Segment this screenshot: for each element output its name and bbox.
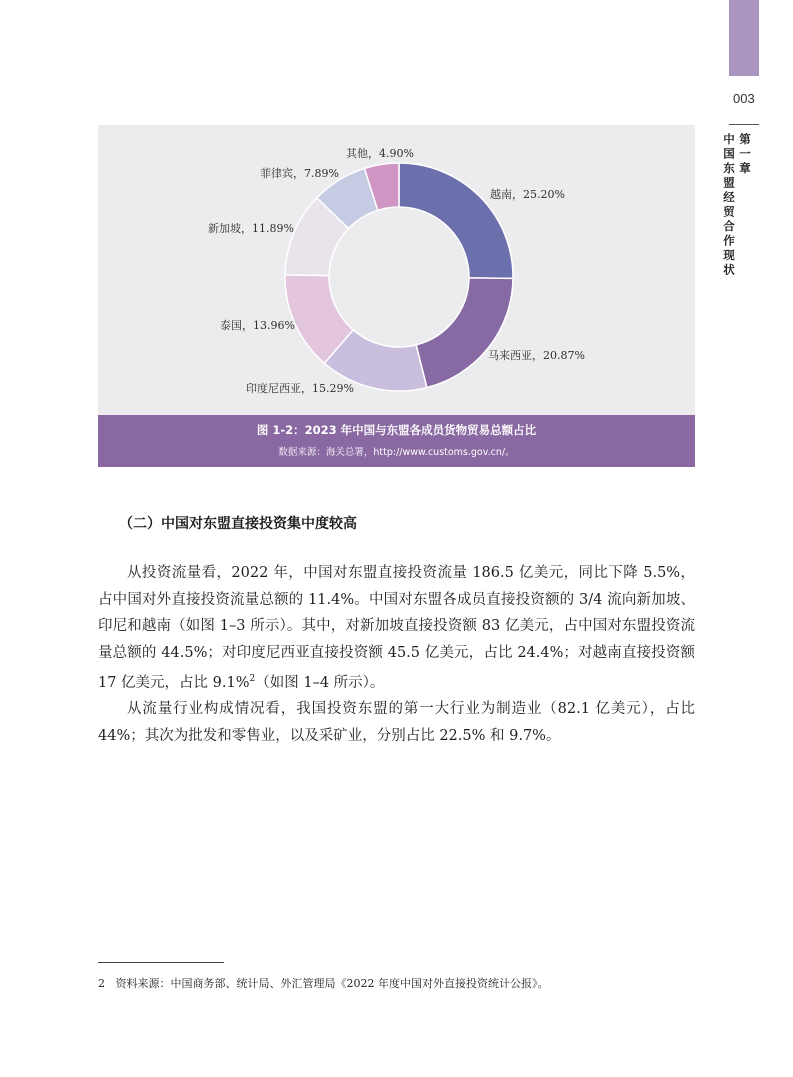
slice-label-6: 其他，4.90% <box>346 147 414 160</box>
figure-caption: 图 1-2：2023 年中国与东盟各成员货物贸易总额占比 <box>256 423 537 437</box>
footnote-divider <box>98 962 224 963</box>
footnote-text: 资料来源：中国商务部、统计局、外汇管理局《2022 年度中国对外直接投资统计公报》。 <box>115 977 549 990</box>
chapter-label: 第一章 <box>738 133 752 177</box>
slice-label-2: 印度尼西亚，15.29% <box>246 382 354 395</box>
slice-label-4: 新加坡，11.89% <box>208 222 294 235</box>
donut-slice-1 <box>416 278 513 388</box>
page-number: 003 <box>733 91 755 106</box>
side-divider <box>729 124 759 125</box>
chapter-side-label <box>722 133 753 278</box>
paragraph-2: 从流量行业构成情况看，我国投资东盟的第一大行业为制造业（82.1 亿美元），占比 44%；其次为批发和零售业，以及采矿业，分别占比 22.5% 和 9.7%。 <box>98 701 695 744</box>
paragraph-1-text: 从投资流量看，2022 年，中国对东盟直接投资流量 186.5 亿美元，同比下降 5.5%，占中国对外直接投资流量总额的 11.4%。中国对东盟各成员直接投资额的 3/4 流向新加坡、印尼和越南（如图 1–3 所示）。其中，对新加坡直接投资额 83 亿美元，占中国对东盟投资流量总额的 44.5%；对印度尼西亚直接投资额 45.5 亿美元，占比 24.4%；对越南直接投资额 17 亿美元，占比 9.1% <box>98 565 695 691</box>
section-heading: （二）中国对东盟直接投资集中度较高 <box>119 516 357 532</box>
body-text <box>98 560 695 749</box>
footnote-number: 2 <box>98 977 105 990</box>
figure <box>98 125 695 467</box>
slice-label-1: 马来西亚，20.87% <box>488 349 585 362</box>
chapter-title: 中国东盟经贸合作现状 <box>722 133 736 278</box>
figure-caption-band <box>98 415 695 467</box>
paragraph-1-tail: （如图 1–4 所示）。 <box>255 674 385 691</box>
figure-source: 数据来源：海关总署，http://www.customs.gov.cn/。 <box>278 447 515 458</box>
chapter-tab-block <box>729 0 759 76</box>
footnote <box>98 975 549 991</box>
footnote-ref: 2 <box>249 674 256 684</box>
donut-chart <box>98 125 695 415</box>
slice-label-0: 越南，25.20% <box>490 188 565 201</box>
paragraph-1 <box>98 560 695 696</box>
slice-label-5: 菲律宾，7.89% <box>260 167 339 180</box>
donut-slice-0 <box>399 163 513 278</box>
slice-label-3: 泰国，13.96% <box>220 319 295 332</box>
